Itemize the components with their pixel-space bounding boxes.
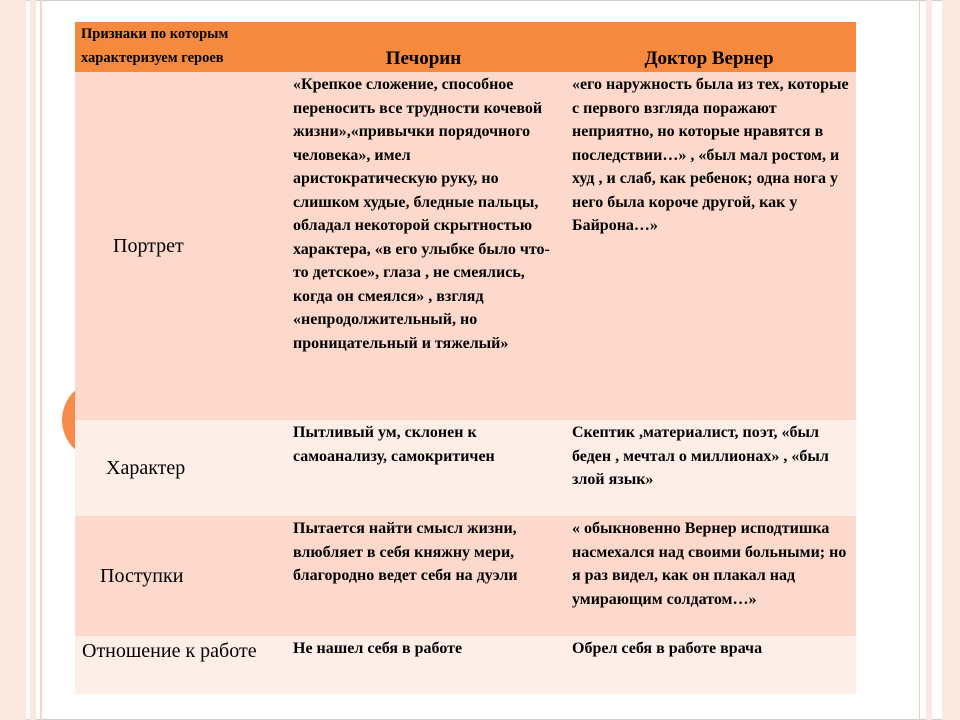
table-row-actions bbox=[75, 516, 856, 636]
table-row-portrait bbox=[75, 72, 856, 420]
row-label-work: Отношение к работе bbox=[75, 636, 285, 694]
cell-pechorin-work: Не нашел себя в работе bbox=[285, 636, 562, 694]
cell-pechorin-actions: Пытается найти смысл жизни, влюбляет в себя княжну мери, благородно ведет себя на дуэли bbox=[285, 516, 562, 636]
row-label-character: Характер bbox=[75, 420, 285, 516]
right-decor-thin-stripe bbox=[926, 0, 932, 720]
cell-pechorin-character: Пытливый ум, склонен к самоанализу, самокритичен bbox=[285, 420, 562, 516]
cell-werner-actions: « обыкновенно Вернер исподтишка насмехался над своими больными; но я раз видел, как он плакал над умирающим солдатом…» bbox=[562, 516, 856, 636]
header-werner: Доктор Вернер bbox=[562, 22, 856, 72]
cell-werner-work: Обрел себя в работе врача bbox=[562, 636, 856, 694]
cell-pechorin-portrait: «Крепкое сложение, способное переносить все трудности кочевой жизни»,«привычки порядочного человека», имел аристократическую руку, но слишком худые, бледные пальцы, обладал некоторой скрытностью характера, «в его улыбке было что-то детское», глаза , не смеялись, когда он смеялся» , взгляд «непродолжительный, но проницательный и тяжелый» bbox=[285, 72, 562, 420]
left-decor-stripe bbox=[0, 0, 26, 720]
right-decor-line bbox=[919, 0, 920, 720]
header-pechorin: Печорин bbox=[285, 22, 562, 72]
right-decor-stripe bbox=[942, 0, 960, 720]
header-criteria: Признаки по которым характеризуем героев bbox=[75, 22, 285, 72]
row-label-actions: Поступки bbox=[75, 516, 285, 636]
table-row-character bbox=[75, 420, 856, 516]
table-row-work bbox=[75, 636, 856, 694]
left-decor-line bbox=[40, 0, 42, 720]
cell-werner-portrait: «его наружность была из тех, которые с первого взгляда поражают неприятно, но которые нравятся в последствии…» , «был мал ростом, и худ , и слаб, как ребенок; одна нога у него была короче другой, как у Байрона…» bbox=[562, 72, 856, 420]
cell-werner-character: Скептик ,материалист, поэт, «был беден , мечтал о миллионах» , «был злой язык» bbox=[562, 420, 856, 516]
row-label-portrait: Портрет bbox=[75, 72, 285, 420]
left-decor-thin-stripe bbox=[30, 0, 36, 720]
comparison-table bbox=[75, 22, 856, 694]
table-header-row bbox=[75, 22, 856, 72]
